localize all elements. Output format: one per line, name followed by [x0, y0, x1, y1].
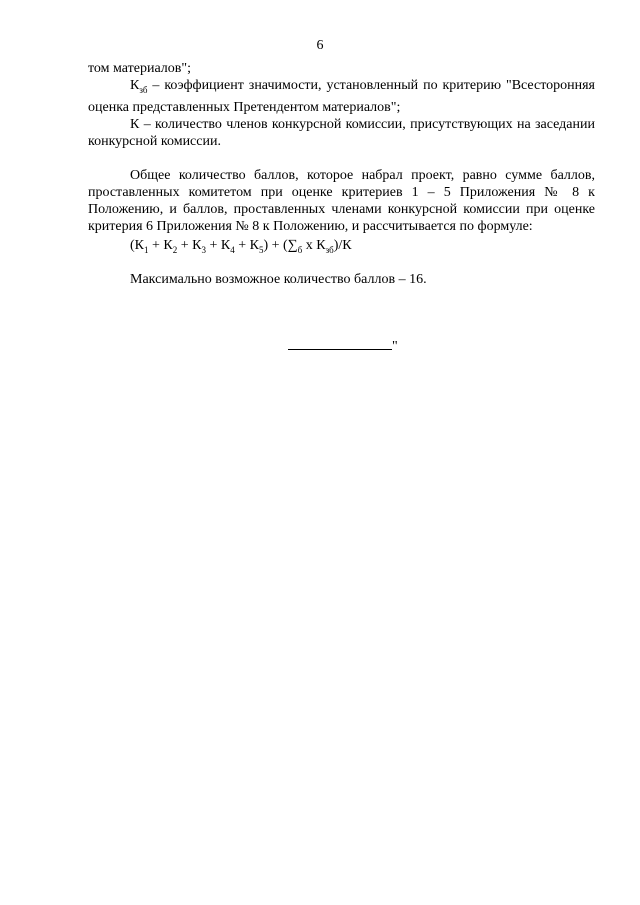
coefficient-subscript: зб	[139, 84, 148, 95]
closing-rule	[288, 337, 392, 350]
paragraph-continuation: том материалов";	[88, 61, 192, 76]
closing-quote: "	[392, 339, 398, 354]
closing-line	[288, 337, 398, 355]
score-formula: $(К_1 + К_2 + К_3 + К_4 + К_5) + (\sum_б$ х $К_{зб})/К$	[130, 237, 352, 255]
document-body	[88, 60, 595, 288]
paragraph-members-definition: К – количество членов конкурсной комиссии, присутствующих на заседании конкурсной комиссии.	[88, 116, 595, 149]
paragraph-total-score: Общее количество баллов, которое набрал проект, равно сумме баллов, проставленных комитетом при оценке критериев 1 – 5 Приложения № 8 к Положению, и баллов, проставленных членами конкурсной комиссии при оценке критерия 6 Приложения № 8 к Положению, и рассчитывается по формуле:	[88, 167, 595, 234]
coefficient-symbol: К	[130, 78, 140, 93]
coefficient-description: – коэффициент значимости, установленный по критерию "Всесторонняя оценка представленных Претендентом материалов";	[88, 78, 595, 115]
page-number: 6	[316, 38, 324, 53]
paragraph-coefficient-definition	[88, 77, 595, 116]
paragraph-max-score: Максимально возможное количество баллов – 16.	[130, 271, 427, 287]
